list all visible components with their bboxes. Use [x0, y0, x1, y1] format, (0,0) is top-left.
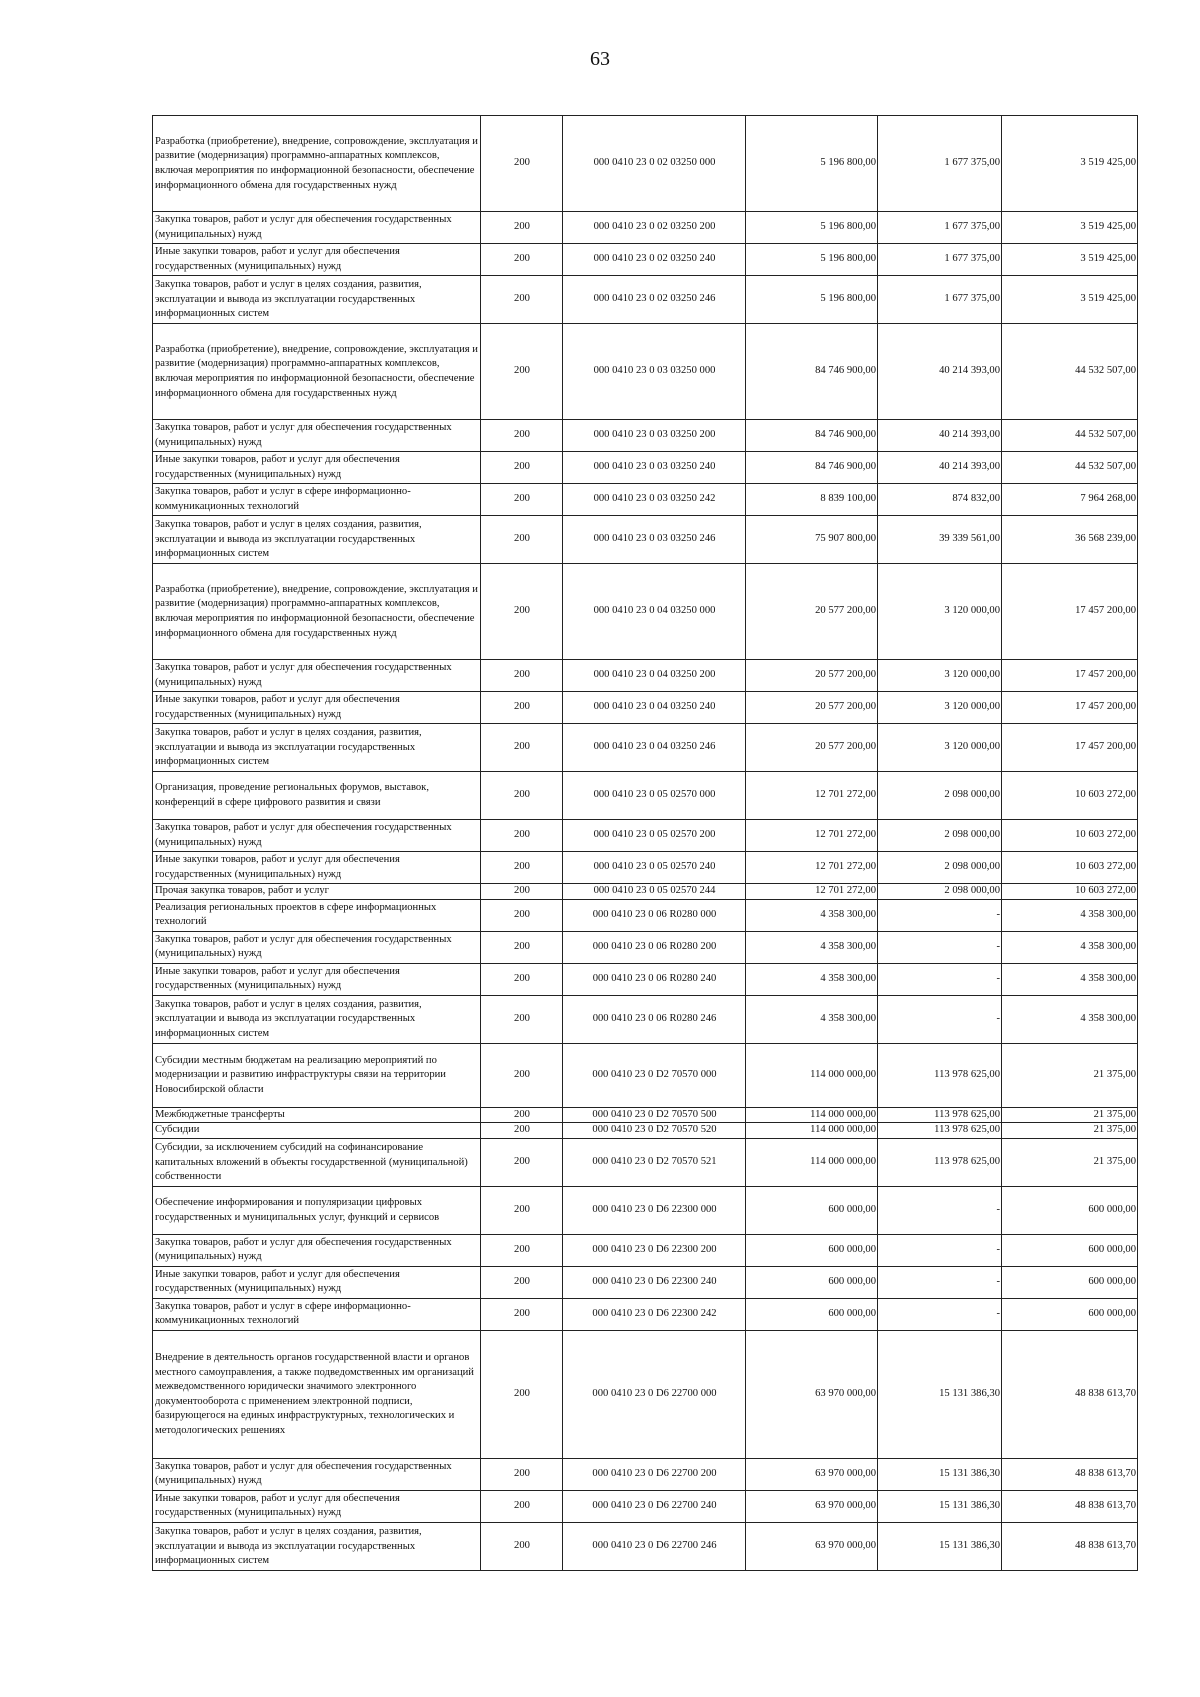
cell-approved-amount: 600 000,00	[746, 1298, 878, 1330]
cell-name	[153, 452, 481, 484]
cell-code: 000 0410 23 0 06 R0280 246	[563, 995, 746, 1043]
cell-executed-amount: -	[878, 963, 1002, 995]
table-row	[153, 1458, 1138, 1490]
row-label: Разработка (приобретение), внедрение, сопровождение, эксплуатация и развитие (модернизация) программно-аппаратных комплексов, включая мероприятия по информационной безопасности, обеспечение информационного обмена для государственных нужд	[155, 135, 478, 191]
cell-kvr: 200	[481, 244, 563, 276]
row-label: Разработка (приобретение), внедрение, сопровождение, эксплуатация и развитие (модернизация) программно-аппаратных комплексов, включая мероприятия по информационной безопасности, обеспечение информационного обмена для государственных нужд	[155, 583, 478, 639]
cell-code: 000 0410 23 0 D6 22700 246	[563, 1522, 746, 1570]
table-row	[153, 452, 1138, 484]
row-label: Закупка товаров, работ и услуг в целях создания, развития, эксплуатации и вывода из эксплуатации государственных информационных систем	[155, 727, 422, 768]
cell-executed-amount: 15 131 386,30	[878, 1490, 1002, 1522]
table-row	[153, 963, 1138, 995]
cell-approved-amount: 600 000,00	[746, 1234, 878, 1266]
cell-kvr: 200	[481, 1458, 563, 1490]
cell-approved-amount: 20 577 200,00	[746, 564, 878, 660]
table-row	[153, 324, 1138, 420]
cell-code: 000 0410 23 0 D6 22300 000	[563, 1186, 746, 1234]
cell-kvr: 200	[481, 564, 563, 660]
cell-executed-amount: -	[878, 1186, 1002, 1234]
row-label: Субсидии	[155, 1124, 200, 1136]
cell-executed-amount: -	[878, 899, 1002, 931]
cell-kvr: 200	[481, 484, 563, 516]
cell-kvr: 200	[481, 1123, 563, 1139]
cell-name	[153, 1107, 481, 1123]
cell-name	[153, 772, 481, 820]
cell-code: 000 0410 23 0 03 03250 200	[563, 420, 746, 452]
cell-code: 000 0410 23 0 02 03250 246	[563, 276, 746, 324]
cell-executed-amount: -	[878, 1266, 1002, 1298]
cell-kvr: 200	[481, 324, 563, 420]
cell-code: 000 0410 23 0 05 02570 000	[563, 772, 746, 820]
cell-kvr: 200	[481, 452, 563, 484]
cell-remaining-amount: 17 457 200,00	[1002, 724, 1138, 772]
row-label: Организация, проведение региональных форумов, выставок, конференций в сфере цифрового развития и связи	[155, 782, 429, 808]
cell-executed-amount: 40 214 393,00	[878, 420, 1002, 452]
cell-executed-amount: 15 131 386,30	[878, 1458, 1002, 1490]
cell-name	[153, 324, 481, 420]
row-label: Прочая закупка товаров, работ и услуг	[155, 885, 330, 896]
row-label: Межбюджетные трансферты	[155, 1108, 285, 1120]
row-label: Иные закупки товаров, работ и услуг для обеспечения государственных (муниципальных) нужд	[155, 853, 400, 880]
cell-code: 000 0410 23 0 D6 22300 200	[563, 1234, 746, 1266]
budget-execution-table	[152, 115, 1138, 1571]
cell-name	[153, 852, 481, 884]
table-row	[153, 1138, 1138, 1186]
cell-approved-amount: 600 000,00	[746, 1186, 878, 1234]
cell-approved-amount: 4 358 300,00	[746, 995, 878, 1043]
cell-name	[153, 820, 481, 852]
cell-code: 000 0410 23 0 03 03250 240	[563, 452, 746, 484]
cell-kvr: 200	[481, 1522, 563, 1570]
table-row	[153, 212, 1138, 244]
row-label: Субсидии, за исключением субсидий на софинансирование капитальных вложений в объекты государственной (муниципальной) собственности	[155, 1141, 468, 1183]
row-label: Разработка (приобретение), внедрение, сопровождение, эксплуатация и развитие (модернизация) программно-аппаратных комплексов, включая мероприятия по информационной безопасности, обеспечение информационного обмена для государственных нужд	[155, 343, 478, 399]
cell-remaining-amount: 48 838 613,70	[1002, 1522, 1138, 1570]
cell-kvr: 200	[481, 212, 563, 244]
cell-remaining-amount: 7 964 268,00	[1002, 484, 1138, 516]
table-row	[153, 1490, 1138, 1522]
cell-executed-amount: 40 214 393,00	[878, 324, 1002, 420]
row-label: Закупка товаров, работ и услуг в сфере информационно-коммуникационных технологий	[155, 1300, 411, 1327]
row-label: Закупка товаров, работ и услуг для обеспечения государственных (муниципальных) нужд	[155, 821, 452, 848]
cell-remaining-amount: 21 375,00	[1002, 1107, 1138, 1123]
cell-approved-amount: 114 000 000,00	[746, 1043, 878, 1107]
table-row	[153, 1234, 1138, 1266]
cell-code: 000 0410 23 0 D2 70570 000	[563, 1043, 746, 1107]
cell-approved-amount: 114 000 000,00	[746, 1107, 878, 1123]
cell-name	[153, 995, 481, 1043]
cell-name	[153, 1234, 481, 1266]
cell-name	[153, 1490, 481, 1522]
cell-executed-amount: 2 098 000,00	[878, 820, 1002, 852]
cell-approved-amount: 84 746 900,00	[746, 324, 878, 420]
row-label: Субсидии местным бюджетам на реализацию мероприятий по модернизации и развитию инфраструктуры связи на территории Новосибирской области	[155, 1054, 446, 1095]
cell-approved-amount: 12 701 272,00	[746, 852, 878, 884]
table-row	[153, 660, 1138, 692]
cell-code: 000 0410 23 0 04 03250 000	[563, 564, 746, 660]
table-row	[153, 276, 1138, 324]
cell-kvr: 200	[481, 116, 563, 212]
cell-name	[153, 1458, 481, 1490]
cell-remaining-amount: 48 838 613,70	[1002, 1330, 1138, 1458]
cell-approved-amount: 63 970 000,00	[746, 1330, 878, 1458]
table-row	[153, 244, 1138, 276]
cell-remaining-amount: 4 358 300,00	[1002, 995, 1138, 1043]
row-label: Закупка товаров, работ и услуг для обеспечения государственных (муниципальных) нужд	[155, 1460, 452, 1487]
cell-executed-amount: 2 098 000,00	[878, 884, 1002, 900]
cell-name	[153, 420, 481, 452]
cell-remaining-amount: 48 838 613,70	[1002, 1490, 1138, 1522]
cell-executed-amount: 3 120 000,00	[878, 564, 1002, 660]
cell-approved-amount: 4 358 300,00	[746, 899, 878, 931]
cell-approved-amount: 4 358 300,00	[746, 963, 878, 995]
cell-remaining-amount: 44 532 507,00	[1002, 452, 1138, 484]
cell-name	[153, 1138, 481, 1186]
cell-code: 000 0410 23 0 D6 22700 200	[563, 1458, 746, 1490]
cell-executed-amount: 15 131 386,30	[878, 1522, 1002, 1570]
cell-approved-amount: 5 196 800,00	[746, 212, 878, 244]
cell-name	[153, 931, 481, 963]
cell-kvr: 200	[481, 884, 563, 900]
cell-kvr: 200	[481, 1107, 563, 1123]
cell-kvr: 200	[481, 820, 563, 852]
cell-code: 000 0410 23 0 D6 22700 240	[563, 1490, 746, 1522]
row-label: Иные закупки товаров, работ и услуг для обеспечения государственных (муниципальных) нужд	[155, 693, 400, 720]
cell-code: 000 0410 23 0 D6 22300 242	[563, 1298, 746, 1330]
cell-name	[153, 1298, 481, 1330]
cell-approved-amount: 8 839 100,00	[746, 484, 878, 516]
table-row	[153, 724, 1138, 772]
row-label: Внедрение в деятельность органов государственной власти и органов местного самоуправления, а также подведомственных им организаций межведомственного юридически значимого электронного документооборота с применением электронной подписи, базирующегося на единых инфраструктурных, технологических и методологических решениях	[155, 1352, 474, 1437]
cell-executed-amount: 3 120 000,00	[878, 660, 1002, 692]
cell-code: 000 0410 23 0 04 03250 246	[563, 724, 746, 772]
row-label: Иные закупки товаров, работ и услуг для обеспечения государственных (муниципальных) нужд	[155, 453, 400, 480]
cell-name	[153, 276, 481, 324]
cell-kvr: 200	[481, 963, 563, 995]
cell-remaining-amount: 21 375,00	[1002, 1043, 1138, 1107]
cell-kvr: 200	[481, 276, 563, 324]
cell-executed-amount: 113 978 625,00	[878, 1123, 1002, 1139]
cell-name	[153, 212, 481, 244]
cell-executed-amount: -	[878, 995, 1002, 1043]
row-label: Закупка товаров, работ и услуг в целях создания, развития, эксплуатации и вывода из эксплуатации государственных информационных систем	[155, 279, 422, 320]
cell-approved-amount: 20 577 200,00	[746, 660, 878, 692]
cell-executed-amount: 3 120 000,00	[878, 692, 1002, 724]
cell-remaining-amount: 4 358 300,00	[1002, 899, 1138, 931]
cell-approved-amount: 63 970 000,00	[746, 1458, 878, 1490]
cell-remaining-amount: 3 519 425,00	[1002, 276, 1138, 324]
cell-remaining-amount: 3 519 425,00	[1002, 116, 1138, 212]
cell-code: 000 0410 23 0 05 02570 240	[563, 852, 746, 884]
cell-code: 000 0410 23 0 05 02570 200	[563, 820, 746, 852]
cell-executed-amount: 1 677 375,00	[878, 212, 1002, 244]
table-row	[153, 484, 1138, 516]
row-label: Закупка товаров, работ и услуг для обеспечения государственных (муниципальных) нужд	[155, 213, 452, 240]
row-label: Иные закупки товаров, работ и услуг для обеспечения государственных (муниципальных) нужд	[155, 965, 400, 992]
cell-name	[153, 963, 481, 995]
row-label: Иные закупки товаров, работ и услуг для обеспечения государственных (муниципальных) нужд	[155, 245, 400, 272]
row-label: Иные закупки товаров, работ и услуг для обеспечения государственных (муниципальных) нужд	[155, 1492, 400, 1519]
cell-kvr: 200	[481, 1266, 563, 1298]
cell-code: 000 0410 23 0 06 R0280 000	[563, 899, 746, 931]
cell-approved-amount: 5 196 800,00	[746, 276, 878, 324]
cell-executed-amount: 113 978 625,00	[878, 1107, 1002, 1123]
cell-name	[153, 1266, 481, 1298]
row-label: Закупка товаров, работ и услуг в целях создания, развития, эксплуатации и вывода из эксплуатации государственных информационных систем	[155, 998, 422, 1039]
cell-code: 000 0410 23 0 04 03250 240	[563, 692, 746, 724]
cell-code: 000 0410 23 0 D6 22700 000	[563, 1330, 746, 1458]
cell-approved-amount: 12 701 272,00	[746, 884, 878, 900]
cell-name	[153, 516, 481, 564]
cell-remaining-amount: 4 358 300,00	[1002, 931, 1138, 963]
cell-kvr: 200	[481, 1234, 563, 1266]
table-row	[153, 852, 1138, 884]
cell-code: 000 0410 23 0 03 03250 242	[563, 484, 746, 516]
cell-code: 000 0410 23 0 D6 22300 240	[563, 1266, 746, 1298]
page-number: 63	[590, 48, 610, 70]
cell-executed-amount: 3 120 000,00	[878, 724, 1002, 772]
table-row	[153, 1298, 1138, 1330]
cell-kvr: 200	[481, 899, 563, 931]
table-row	[153, 772, 1138, 820]
cell-remaining-amount: 3 519 425,00	[1002, 212, 1138, 244]
table-row	[153, 931, 1138, 963]
cell-executed-amount: 40 214 393,00	[878, 452, 1002, 484]
cell-name	[153, 1043, 481, 1107]
cell-kvr: 200	[481, 852, 563, 884]
cell-executed-amount: 113 978 625,00	[878, 1043, 1002, 1107]
cell-name	[153, 1123, 481, 1139]
cell-name	[153, 564, 481, 660]
cell-approved-amount: 63 970 000,00	[746, 1490, 878, 1522]
cell-name	[153, 484, 481, 516]
cell-approved-amount: 84 746 900,00	[746, 420, 878, 452]
cell-kvr: 200	[481, 660, 563, 692]
cell-name	[153, 244, 481, 276]
cell-executed-amount: -	[878, 1298, 1002, 1330]
cell-code: 000 0410 23 0 D2 70570 500	[563, 1107, 746, 1123]
cell-code: 000 0410 23 0 04 03250 200	[563, 660, 746, 692]
table-row	[153, 516, 1138, 564]
table-row	[153, 899, 1138, 931]
cell-remaining-amount: 600 000,00	[1002, 1186, 1138, 1234]
cell-kvr: 200	[481, 931, 563, 963]
row-label: Реализация региональных проектов в сфере информационных технологий	[155, 901, 437, 928]
cell-executed-amount: 1 677 375,00	[878, 276, 1002, 324]
cell-remaining-amount: 4 358 300,00	[1002, 963, 1138, 995]
cell-remaining-amount: 17 457 200,00	[1002, 660, 1138, 692]
row-label: Закупка товаров, работ и услуг в целях создания, развития, эксплуатации и вывода из эксплуатации государственных информационных систем	[155, 519, 422, 560]
cell-approved-amount: 84 746 900,00	[746, 452, 878, 484]
table-row	[153, 1522, 1138, 1570]
table-row	[153, 116, 1138, 212]
cell-remaining-amount: 44 532 507,00	[1002, 324, 1138, 420]
cell-kvr: 200	[481, 772, 563, 820]
cell-executed-amount: 2 098 000,00	[878, 852, 1002, 884]
cell-executed-amount: 1 677 375,00	[878, 116, 1002, 212]
cell-code: 000 0410 23 0 06 R0280 200	[563, 931, 746, 963]
cell-code: 000 0410 23 0 03 03250 000	[563, 324, 746, 420]
cell-approved-amount: 5 196 800,00	[746, 244, 878, 276]
cell-name	[153, 1522, 481, 1570]
cell-approved-amount: 75 907 800,00	[746, 516, 878, 564]
row-label: Закупка товаров, работ и услуг в сфере информационно-коммуникационных технологий	[155, 485, 411, 512]
cell-remaining-amount: 10 603 272,00	[1002, 852, 1138, 884]
table-row	[153, 1266, 1138, 1298]
cell-approved-amount: 4 358 300,00	[746, 931, 878, 963]
cell-approved-amount: 600 000,00	[746, 1266, 878, 1298]
cell-executed-amount: 113 978 625,00	[878, 1138, 1002, 1186]
cell-remaining-amount: 10 603 272,00	[1002, 820, 1138, 852]
cell-approved-amount: 5 196 800,00	[746, 116, 878, 212]
cell-executed-amount: 2 098 000,00	[878, 772, 1002, 820]
cell-code: 000 0410 23 0 02 03250 240	[563, 244, 746, 276]
cell-remaining-amount: 600 000,00	[1002, 1234, 1138, 1266]
table-row	[153, 1043, 1138, 1107]
table-row	[153, 1330, 1138, 1458]
cell-code: 000 0410 23 0 D2 70570 521	[563, 1138, 746, 1186]
row-label: Закупка товаров, работ и услуг для обеспечения государственных (муниципальных) нужд	[155, 661, 452, 688]
cell-approved-amount: 63 970 000,00	[746, 1522, 878, 1570]
row-label: Обеспечение информирования и популяризации цифровых государственных и муниципальных услуг, функций и сервисов	[155, 1197, 440, 1223]
cell-name	[153, 724, 481, 772]
cell-kvr: 200	[481, 724, 563, 772]
cell-kvr: 200	[481, 1298, 563, 1330]
cell-kvr: 200	[481, 1043, 563, 1107]
row-label: Иные закупки товаров, работ и услуг для обеспечения государственных (муниципальных) нужд	[155, 1268, 400, 1295]
cell-executed-amount: 15 131 386,30	[878, 1330, 1002, 1458]
cell-kvr: 200	[481, 1138, 563, 1186]
cell-remaining-amount: 21 375,00	[1002, 1123, 1138, 1139]
cell-code: 000 0410 23 0 D2 70570 520	[563, 1123, 746, 1139]
cell-remaining-amount: 48 838 613,70	[1002, 1458, 1138, 1490]
table-row	[153, 420, 1138, 452]
cell-code: 000 0410 23 0 05 02570 244	[563, 884, 746, 900]
cell-executed-amount: 1 677 375,00	[878, 244, 1002, 276]
cell-kvr: 200	[481, 692, 563, 724]
row-label: Закупка товаров, работ и услуг в целях создания, развития, эксплуатации и вывода из эксплуатации государственных информационных систем	[155, 1525, 422, 1567]
cell-code: 000 0410 23 0 02 03250 000	[563, 116, 746, 212]
cell-remaining-amount: 10 603 272,00	[1002, 772, 1138, 820]
cell-name	[153, 116, 481, 212]
cell-kvr: 200	[481, 995, 563, 1043]
cell-name	[153, 899, 481, 931]
cell-remaining-amount: 17 457 200,00	[1002, 564, 1138, 660]
cell-code: 000 0410 23 0 03 03250 246	[563, 516, 746, 564]
cell-remaining-amount: 10 603 272,00	[1002, 884, 1138, 900]
cell-approved-amount: 114 000 000,00	[746, 1138, 878, 1186]
cell-remaining-amount: 3 519 425,00	[1002, 244, 1138, 276]
cell-executed-amount: -	[878, 931, 1002, 963]
table-row	[153, 820, 1138, 852]
cell-kvr: 200	[481, 1186, 563, 1234]
cell-remaining-amount: 21 375,00	[1002, 1138, 1138, 1186]
row-label: Закупка товаров, работ и услуг для обеспечения государственных (муниципальных) нужд	[155, 933, 452, 960]
cell-code: 000 0410 23 0 02 03250 200	[563, 212, 746, 244]
cell-approved-amount: 12 701 272,00	[746, 820, 878, 852]
table-row	[153, 1107, 1138, 1123]
cell-approved-amount: 114 000 000,00	[746, 1123, 878, 1139]
table-row	[153, 995, 1138, 1043]
cell-remaining-amount: 44 532 507,00	[1002, 420, 1138, 452]
table-row	[153, 1186, 1138, 1234]
cell-kvr: 200	[481, 1330, 563, 1458]
cell-name	[153, 1186, 481, 1234]
cell-remaining-amount: 600 000,00	[1002, 1298, 1138, 1330]
cell-name	[153, 660, 481, 692]
cell-kvr: 200	[481, 420, 563, 452]
cell-executed-amount: 39 339 561,00	[878, 516, 1002, 564]
cell-approved-amount: 12 701 272,00	[746, 772, 878, 820]
cell-remaining-amount: 36 568 239,00	[1002, 516, 1138, 564]
cell-kvr: 200	[481, 516, 563, 564]
cell-remaining-amount: 600 000,00	[1002, 1266, 1138, 1298]
cell-executed-amount: -	[878, 1234, 1002, 1266]
table-row	[153, 884, 1138, 900]
cell-approved-amount: 20 577 200,00	[746, 724, 878, 772]
table-row	[153, 564, 1138, 660]
cell-name	[153, 692, 481, 724]
cell-code: 000 0410 23 0 06 R0280 240	[563, 963, 746, 995]
cell-name	[153, 884, 481, 900]
row-label: Закупка товаров, работ и услуг для обеспечения государственных (муниципальных) нужд	[155, 1236, 452, 1263]
cell-name	[153, 1330, 481, 1458]
cell-remaining-amount: 17 457 200,00	[1002, 692, 1138, 724]
table-row	[153, 692, 1138, 724]
cell-executed-amount: 874 832,00	[878, 484, 1002, 516]
table-row	[153, 1123, 1138, 1139]
cell-kvr: 200	[481, 1490, 563, 1522]
row-label: Закупка товаров, работ и услуг для обеспечения государственных (муниципальных) нужд	[155, 421, 452, 448]
cell-approved-amount: 20 577 200,00	[746, 692, 878, 724]
